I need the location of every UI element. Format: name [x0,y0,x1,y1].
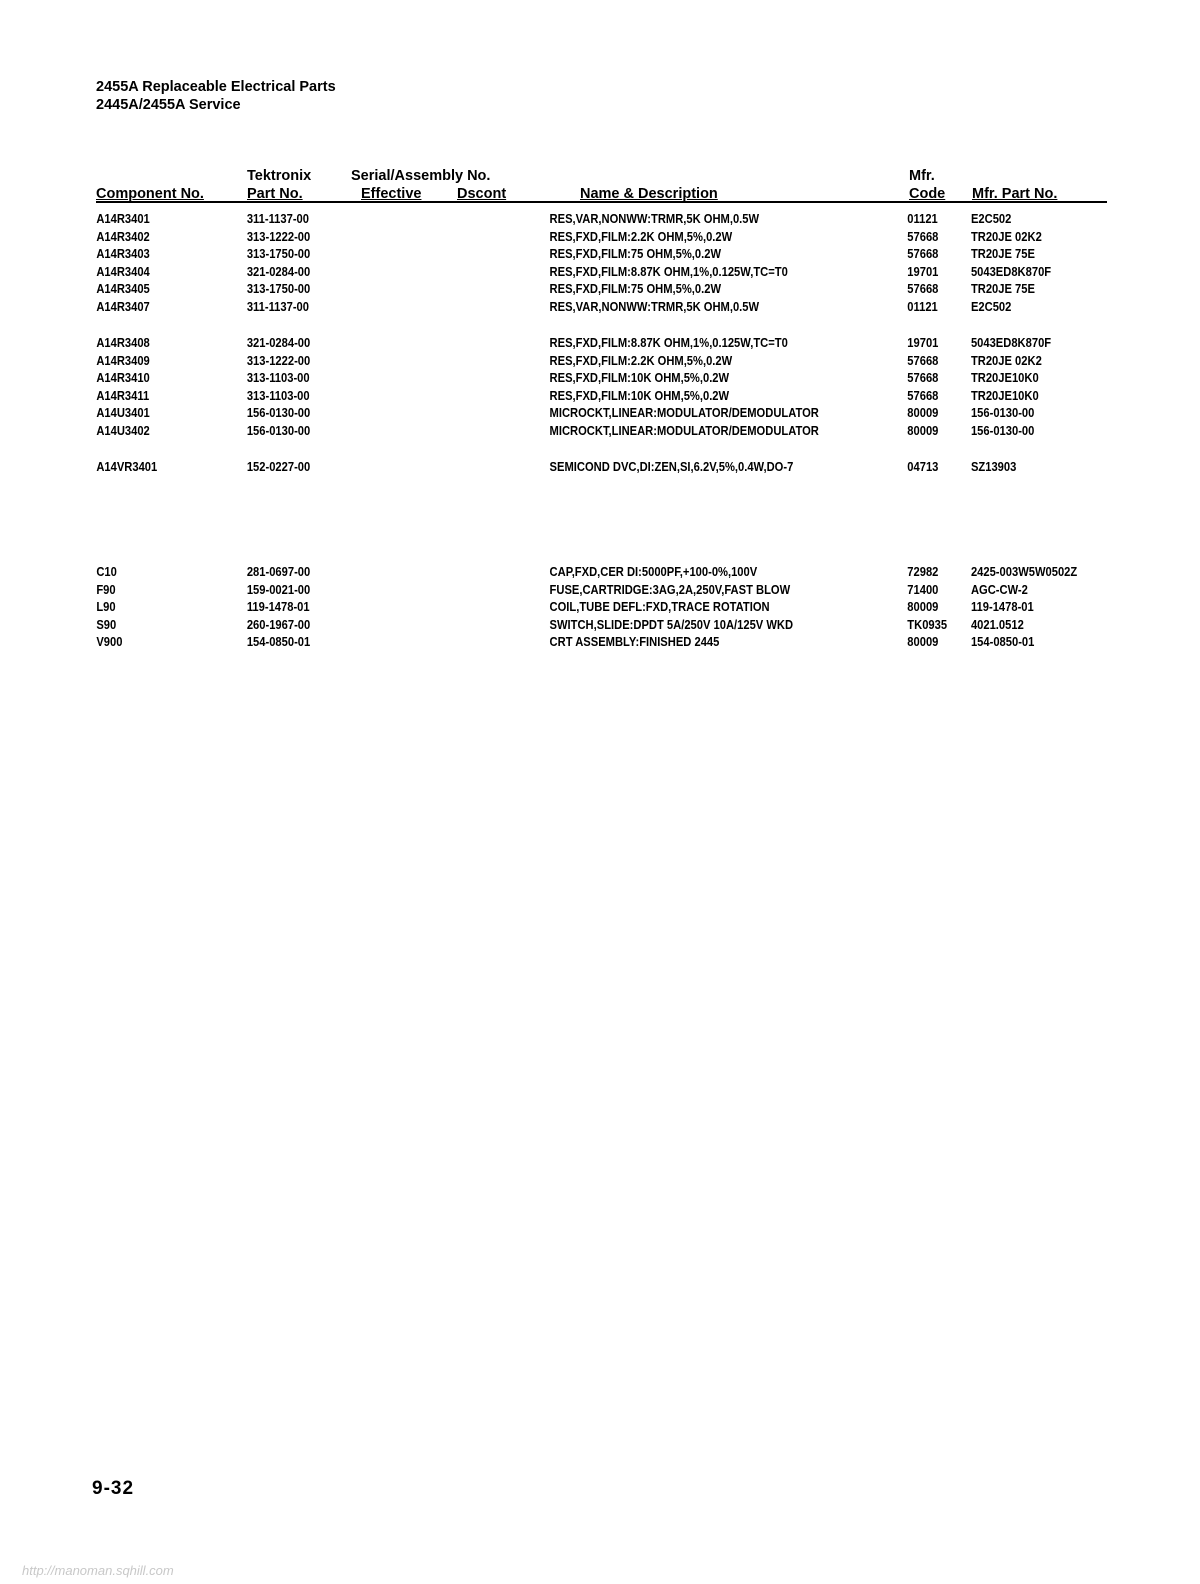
col-part-no: Part No. [247,186,303,202]
col-mfr-part-no: Mfr. Part No. [972,186,1058,202]
table-row [0,404,1195,422]
table-row [0,298,1195,316]
mfr-part-no: 5043ED8K870F [970,263,1052,279]
component-no: C10 [96,564,117,579]
mfr-part-no: TR20JE10K0 [970,387,1039,403]
mfr-code: 57668 [907,352,939,368]
part-no: 313-1222-00 [246,352,311,368]
component-no: L90 [96,599,116,615]
col-code: Code [909,186,946,202]
col-mfr: Mfr. [909,168,935,184]
mfr-code: 19701 [907,263,939,279]
component-no: A14R3404 [96,263,150,279]
mfr-code: 80009 [907,422,939,438]
mfr-part-no: TR20JE10K0 [970,370,1039,386]
col-serial-assembly: Serial/Assembly No. [351,168,491,184]
col-dscont: Dscont [457,186,507,202]
col-name-description: Name & Description [580,186,718,202]
description: SEMICOND DVC,DI:ZEN,SI,6.2V,5%,0.4W,DO-7 [549,459,794,474]
mfr-code: 72982 [907,564,939,579]
part-no: 156-0130-00 [246,405,311,421]
description: SWITCH,SLIDE:DPDT 5A/250V 10A/125V WKD [549,616,794,632]
mfr-code: 57668 [907,281,939,297]
part-no: 313-1750-00 [246,281,311,297]
mfr-part-no: 2425-003W5W0502Z [970,564,1078,579]
component-no: A14U3401 [96,405,150,421]
mfr-code: 04713 [907,459,939,474]
component-no: V900 [96,634,123,650]
table-row [0,387,1195,405]
parts-group [0,334,1200,440]
table-row [0,598,1195,616]
table-row [0,352,1195,370]
description: RES,VAR,NONWW:TRMR,5K OHM,0.5W [549,211,760,226]
component-no: F90 [96,581,116,597]
mfr-code: 57668 [907,387,939,403]
mfr-part-no: 5043ED8K870F [970,335,1052,350]
mfr-part-no: 4021.0512 [970,616,1024,632]
mfr-code: 57668 [907,246,939,262]
table-row [0,581,1195,599]
table-row [0,616,1195,634]
description: RES,FXD,FILM:2.2K OHM,5%,0.2W [549,352,733,368]
part-no: 313-1750-00 [246,246,311,262]
mfr-code: 80009 [907,634,939,650]
table-row [0,263,1195,281]
table-row [0,633,1195,651]
mfr-code: TK0935 [907,616,948,632]
mfr-part-no: AGC-CW-2 [970,581,1028,597]
mfr-code: 19701 [907,335,939,350]
table-row [0,458,1195,476]
description: RES,FXD,FILM:8.87K OHM,1%,0.125W,TC=T0 [549,263,788,279]
part-no: 321-0284-00 [246,263,311,279]
description: RES,FXD,FILM:75 OHM,5%,0.2W [549,281,722,297]
mfr-part-no: TR20JE 75E [970,281,1035,297]
part-no: 154-0850-01 [246,634,311,650]
component-no: A14R3408 [96,335,150,350]
mfr-part-no: 119-1478-01 [970,599,1034,615]
col-component-no: Component No. [96,186,204,202]
mfr-code: 71400 [907,581,939,597]
table-row [0,280,1195,298]
watermark: http://manoman.sqhill.com [22,1563,174,1578]
description: COIL,TUBE DEFL:FXD,TRACE ROTATION [549,599,770,615]
header-rule [96,201,1107,203]
table-row [0,334,1195,352]
mfr-code: 01121 [907,298,938,314]
table-row [0,228,1195,246]
mfr-part-no: 156-0130-00 [970,422,1035,438]
component-no: A14R3405 [96,281,150,297]
description: RES,FXD,FILM:75 OHM,5%,0.2W [549,246,722,262]
component-no: A14R3407 [96,298,150,314]
description: FUSE,CARTRIDGE:3AG,2A,250V,FAST BLOW [549,581,791,597]
mfr-code: 01121 [907,211,938,226]
component-no: A14R3411 [96,387,150,403]
mfr-part-no: 154-0850-01 [970,634,1035,650]
part-no: 152-0227-00 [246,459,311,474]
description: CRT ASSEMBLY:FINISHED 2445 [549,634,720,650]
component-no: A14R3410 [96,370,150,386]
header-title: 2455A Replaceable Electrical Parts [96,79,336,95]
table-row [0,245,1195,263]
description: MICROCKT,LINEAR:MODULATOR/DEMODULATOR [549,422,819,438]
mfr-code: 80009 [907,599,939,615]
component-no: A14VR3401 [96,459,158,474]
mfr-part-no: E2C502 [970,211,1012,226]
mfr-part-no: 156-0130-00 [970,405,1035,421]
table-row [0,422,1195,440]
part-no: 119-1478-01 [246,599,310,615]
description: RES,FXD,FILM:10K OHM,5%,0.2W [549,387,730,403]
description: RES,FXD,FILM:10K OHM,5%,0.2W [549,370,730,386]
description: RES,FXD,FILM:8.87K OHM,1%,0.125W,TC=T0 [549,335,788,350]
component-no: A14R3409 [96,352,150,368]
part-no: 156-0130-00 [246,422,311,438]
component-no: A14R3401 [96,211,150,226]
part-no: 313-1222-00 [246,228,311,244]
mfr-part-no: TR20JE 02K2 [970,352,1042,368]
parts-group [0,458,1200,476]
parts-group [0,210,1200,316]
component-no: A14U3402 [96,422,150,438]
parts-group [0,563,1200,651]
col-tektronix: Tektronix [247,168,312,184]
description: MICROCKT,LINEAR:MODULATOR/DEMODULATOR [549,405,819,421]
mfr-code: 57668 [907,370,939,386]
table-row [0,369,1195,387]
part-no: 313-1103-00 [246,370,310,386]
table-row [0,210,1195,228]
col-effective: Effective [361,186,422,202]
description: RES,FXD,FILM:2.2K OHM,5%,0.2W [549,228,733,244]
part-no: 159-0021-00 [246,581,311,597]
mfr-part-no: TR20JE 02K2 [970,228,1042,244]
part-no: 260-1967-00 [246,616,311,632]
page-number: 9-32 [92,1478,135,1499]
document-header [96,78,336,114]
mfr-code: 57668 [907,228,939,244]
header-subtitle: 2445A/2455A Service [96,97,241,113]
table-row [0,563,1195,581]
component-no: A14R3403 [96,246,150,262]
part-no: 321-0284-00 [246,335,311,350]
description: CAP,FXD,CER DI:5000PF,+100-0%,100V [549,564,758,579]
part-no: 281-0697-00 [246,564,311,579]
part-no: 311-1137-00 [246,211,309,226]
mfr-part-no: E2C502 [970,298,1012,314]
part-no: 311-1137-00 [246,298,309,314]
description: RES,VAR,NONWW:TRMR,5K OHM,0.5W [549,298,760,314]
mfr-part-no: SZ13903 [970,459,1017,474]
component-no: S90 [96,616,117,632]
component-no: A14R3402 [96,228,150,244]
part-no: 313-1103-00 [246,387,310,403]
mfr-part-no: TR20JE 75E [970,246,1035,262]
mfr-code: 80009 [907,405,939,421]
